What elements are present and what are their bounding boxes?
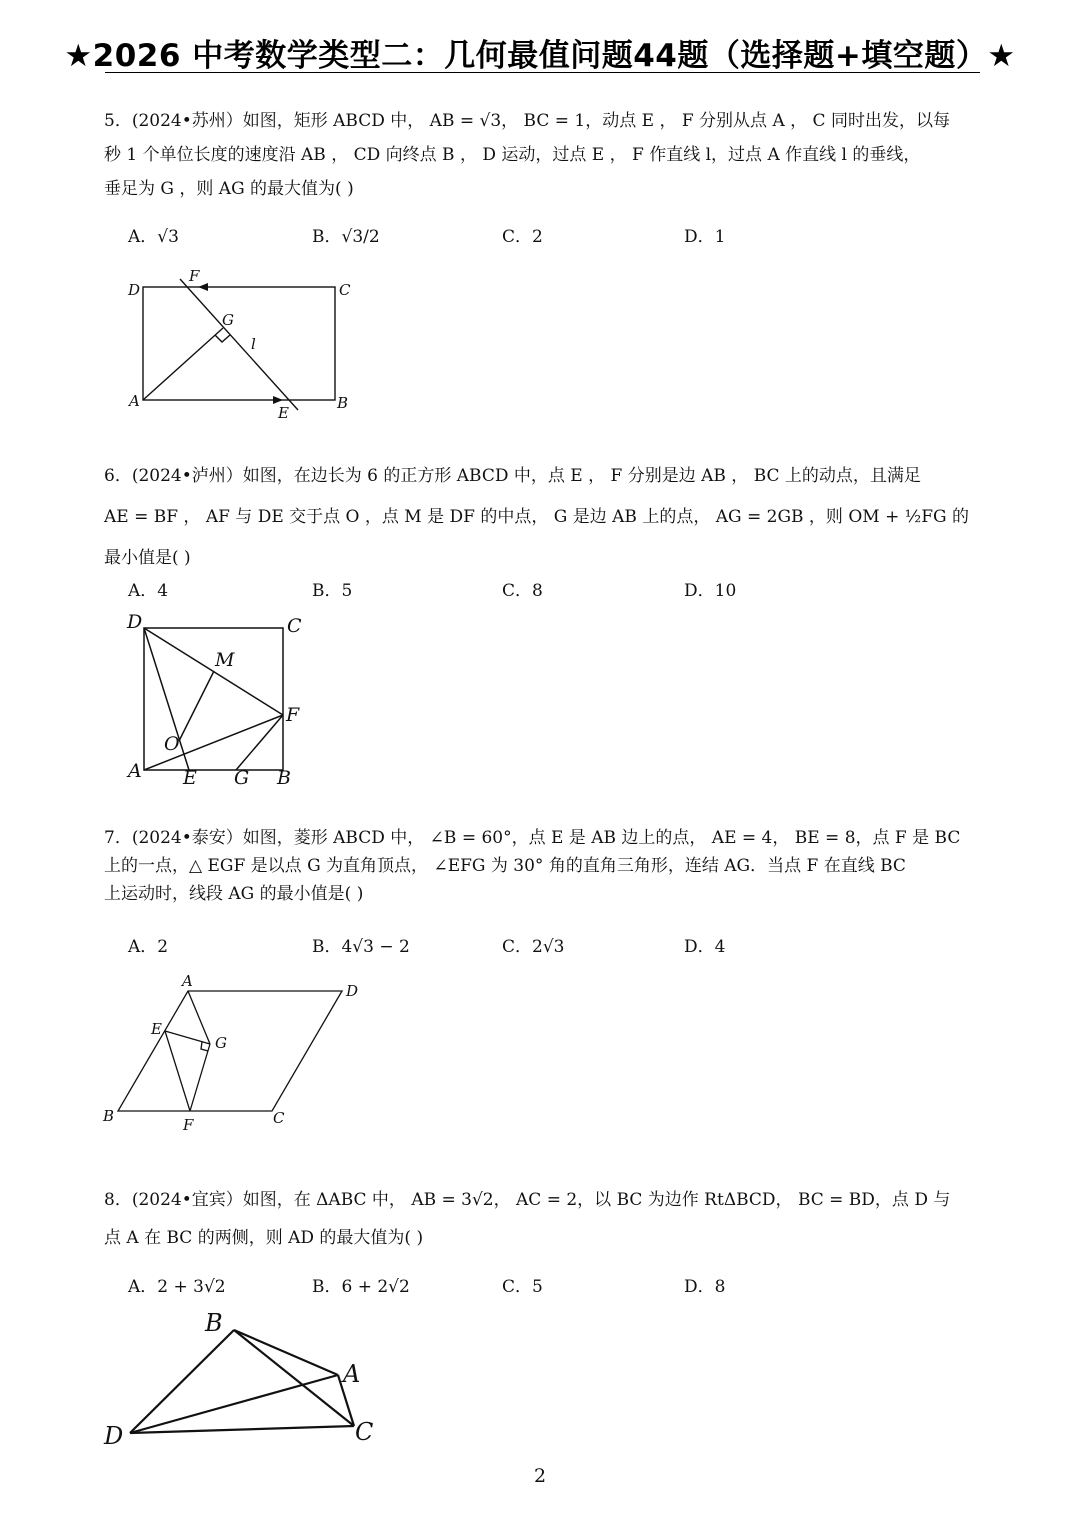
question-6-option-b: B．5 xyxy=(312,581,353,601)
question-7-option-a: A．2 xyxy=(128,937,169,957)
question-5-figure xyxy=(120,265,370,425)
fig6-label-e: E xyxy=(183,767,197,789)
segment-gf xyxy=(190,1044,210,1111)
rhombus-abcd xyxy=(118,991,342,1111)
fig6-label-a: A xyxy=(128,760,142,782)
question-7-line-2: 上的一点，△ EGF 是以点 G 为直角顶点， ∠EFG 为 30° 角的直角三角形，连结 AG．当点 F 在直线 BC xyxy=(104,856,906,876)
question-7-option-c: C．2√3 xyxy=(502,937,565,957)
question-5-line-1: 5．(2024•苏州）如图，矩形 ABCD 中， AB = √3， BC = 1，动点 E ， F 分别从点 A ， C 同时出发，以每 xyxy=(104,111,950,131)
question-5-option-b: B．√3/2 xyxy=(312,227,380,247)
fig5-label-c: C xyxy=(339,281,351,299)
fig7-label-g: G xyxy=(215,1034,227,1052)
question-5-line-3: 垂足为 G ，则 AG 的最大值为( ) xyxy=(104,179,354,199)
rectangle-diagram xyxy=(120,265,370,425)
question-6 xyxy=(104,456,984,579)
fig8-label-d: D xyxy=(104,1422,124,1450)
question-7-line-3: 上运动时，线段 AG 的最小值是( ) xyxy=(104,884,364,904)
segment-om xyxy=(179,671,214,741)
segment-ba xyxy=(234,1330,338,1375)
question-5-option-a: A．√3 xyxy=(128,227,179,247)
fig8-label-a: A xyxy=(343,1360,361,1388)
question-5-option-c: C．2 xyxy=(502,227,543,247)
question-7-option-b: B．4√3 − 2 xyxy=(312,937,410,957)
fig7-label-d: D xyxy=(346,982,359,1000)
fig7-label-b: B xyxy=(103,1107,115,1125)
fig8-label-b: B xyxy=(205,1309,223,1337)
line-l xyxy=(180,279,298,410)
segment-ag xyxy=(188,991,210,1044)
rhombus-diagram xyxy=(100,968,370,1136)
question-8-line-1: 8．(2024•宜宾）如图，在 ΔABC 中， AB = 3√2， AC = 2，以 BC 为边作 RtΔBCD， BC = BD，点 D 与 xyxy=(104,1190,951,1210)
question-5-line-2: 秒 1 个单位长度的速度沿 AB ， CD 向终点 B ， D 运动，过点 E ， F 作直线 l，过点 A 作直线 l 的垂线， xyxy=(104,145,921,165)
question-5-option-d: D．1 xyxy=(684,227,726,247)
header-divider xyxy=(105,72,980,73)
fig6-label-g: G xyxy=(234,767,250,789)
question-7 xyxy=(104,824,984,908)
question-5 xyxy=(104,104,984,206)
question-8-line-2: 点 A 在 BC 的两侧，则 AD 的最大值为( ) xyxy=(104,1228,424,1248)
page-header-title: ★2026 中考数学类型二：几何最值问题44题（选择题+填空题）★ xyxy=(64,38,1016,74)
question-6-line-2: AE = BF ， AF 与 DE 交于点 O ，点 M 是 DF 的中点， G 是边 AB 上的点， AG = 2GB ，则 OM + ½FG 的 xyxy=(104,507,969,527)
fig5-label-d: D xyxy=(128,281,141,299)
question-6-option-a: A．4 xyxy=(128,581,169,601)
fig5-label-f: F xyxy=(189,267,200,285)
segment-ag xyxy=(143,328,223,400)
arrow-f xyxy=(198,283,208,291)
question-8 xyxy=(104,1181,984,1257)
question-6-line-1: 6．(2024•泸州）如图，在边长为 6 的正方形 ABCD 中，点 E ， F 分别是边 AB ， BC 上的动点，且满足 xyxy=(104,466,921,486)
fig6-label-c: C xyxy=(287,615,302,637)
segment-eg xyxy=(165,1031,210,1044)
fig5-label-a: A xyxy=(129,392,140,410)
fig7-label-a: A xyxy=(182,972,193,990)
square-diagram xyxy=(122,608,312,790)
question-6-line-3: 最小值是( ) xyxy=(104,548,191,568)
question-7-figure xyxy=(100,968,370,1136)
question-7-option-d: D．4 xyxy=(684,937,726,957)
fig5-label-b: B xyxy=(337,394,349,412)
right-angle-mark xyxy=(215,335,230,342)
question-6-option-d: D．10 xyxy=(684,581,737,601)
fig6-label-f: F xyxy=(286,704,300,726)
fig6-label-b: B xyxy=(277,767,291,789)
segment-ef xyxy=(165,1031,190,1111)
triangle-diagram xyxy=(100,1302,390,1452)
fig7-label-c: C xyxy=(273,1109,285,1127)
fig6-label-o: O xyxy=(164,733,180,755)
fig5-label-e: E xyxy=(278,404,289,422)
question-8-option-a: A．2 + 3√2 xyxy=(128,1277,226,1297)
fig5-label-g: G xyxy=(222,311,234,329)
fig7-label-e: E xyxy=(151,1020,162,1038)
question-6-option-c: C．8 xyxy=(502,581,543,601)
question-7-line-1: 7．(2024•泰安）如图，菱形 ABCD 中， ∠B = 60°，点 E 是 AB 边上的点， AE = 4， BE = 8，点 F 是 BC xyxy=(104,828,961,848)
question-8-option-d: D．8 xyxy=(684,1277,726,1297)
question-6-figure xyxy=(122,608,312,790)
question-8-figure xyxy=(100,1302,390,1452)
fig7-label-f: F xyxy=(183,1116,194,1134)
fig8-label-c: C xyxy=(355,1418,374,1446)
fig6-label-m: M xyxy=(215,649,235,671)
segment-bc xyxy=(234,1330,354,1426)
question-8-option-b: B．6 + 2√2 xyxy=(312,1277,410,1297)
segment-fg xyxy=(236,715,283,770)
page-number: 2 xyxy=(533,1465,547,1487)
segment-da xyxy=(130,1375,338,1433)
arrow-e xyxy=(273,396,283,404)
segment-dc xyxy=(130,1426,354,1433)
fig5-label-l: l xyxy=(251,335,256,353)
question-8-option-c: C．5 xyxy=(502,1277,543,1297)
fig6-label-d: D xyxy=(127,611,143,633)
